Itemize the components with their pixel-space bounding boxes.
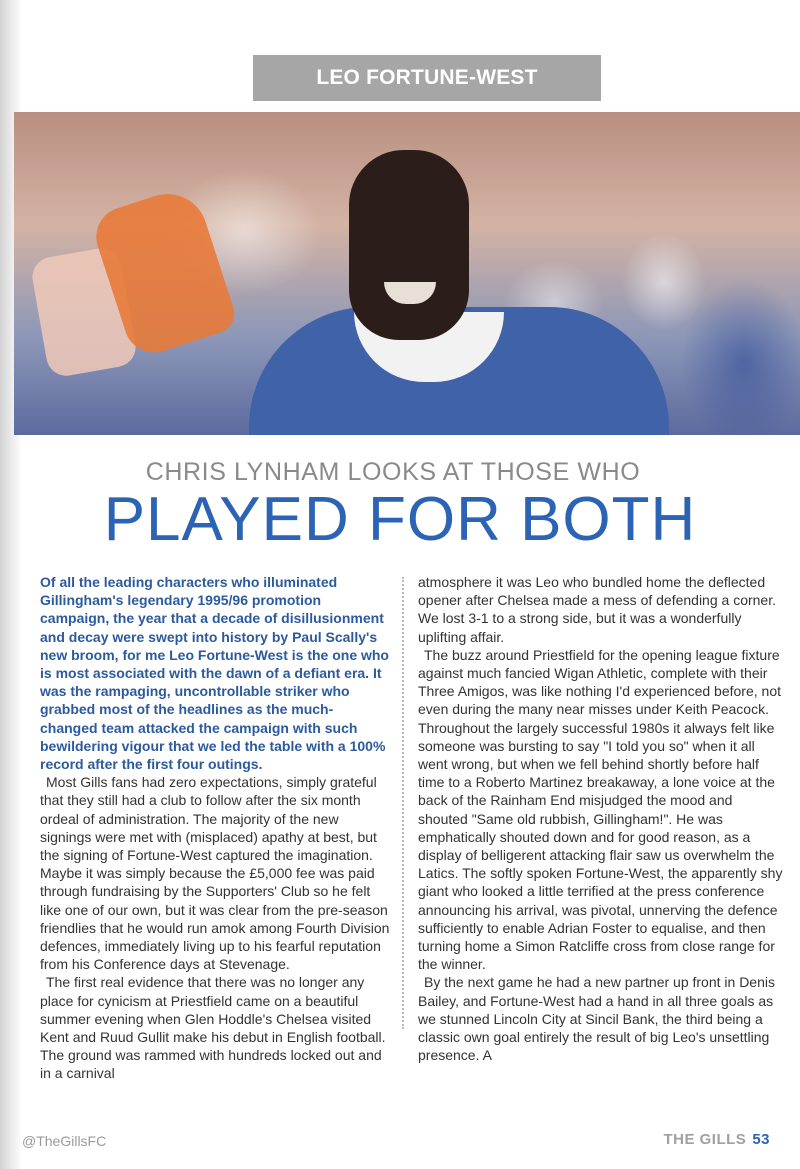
article-headline: PLAYED FOR BOTH <box>103 485 697 554</box>
right-column <box>418 573 784 1064</box>
footer-page-number: 53 <box>752 1131 770 1148</box>
body-paragraph: By the next game he had a new partner up front in Denis Bailey, and Fortune-West had a hand in all three goals as we stunned Lincoln City at Sincil Bank, the third being a classic own goal entirely the result of big Leo's unsettling presence. A <box>418 974 775 1064</box>
footer-magazine-name: THE GILLS <box>663 1131 747 1148</box>
footer-folio <box>663 1131 770 1148</box>
footer-social-handle: @TheGillsFC <box>22 1133 107 1149</box>
left-column <box>40 573 390 1083</box>
player-photo-icon <box>349 150 469 340</box>
body-paragraph: The first real evidence that there was no longer any place for cynicism at Priestfield came on a beautiful summer evening when Glen Hoddle's Chelsea visited Kent and Ruud Gullit make his debut in English football. The ground was rammed with hundreds locked out and in a carnival <box>40 974 386 1082</box>
body-paragraph: The buzz around Priestfield for the opening league fixture against much fancied Wigan Athletic, complete with their Three Amigos, was like nothing I'd experienced before, not even during the many near misses under Keith Peacock. Throughout the largely successful 1980s it always felt like someone was bursting to say "I told you so" when it all went wrong, but when we fell behind shortly before half time to a Roberto Martinez breakaway, a lone voice at the back of the Rainham End misjudged the mood and shouted "Same old rubbish, Gillingham!". He was emphatically shouted down and for good reason, as a display of belligerent attacking flair saw us overwhelm the Latics. The softly spoken Fortune-West, the apparently shy giant who looked a little terrified at the press conference announcing his arrival, was pivotal, unnerving the defence sufficiently to enable Adrian Foster to equalise, and then turning home a Simon Ratcliffe cross from close range for the winner. <box>418 646 783 973</box>
column-divider <box>402 577 404 1029</box>
article-deck: CHRIS LYNHAM LOOKS AT THOSE WHO <box>145 458 641 486</box>
hero-photo <box>14 112 800 435</box>
body-paragraph: Most Gills fans had zero expectations, simply grateful that they still had a club to follow after the six month ordeal of administration. The majority of the new signings were met with (misplaced) apathy at best, but the signing of Fortune-West captured the imagination. Maybe it was simply because the £5,000 fee was paid through fundraising by the Supporters' Club so he felt like one of our own, but it was clear from the pre-season friendlies that he would run amok among Fourth Division defences, immediately living up to his fearful reputation from his Conference days at Stevenage. <box>40 774 390 973</box>
body-paragraph: atmosphere it was Leo who bundled home the deflected opener after Chelsea made a mess of defending a corner. We lost 3-1 to a strong side, but it was a wonderfully uplifting affair. <box>418 574 776 645</box>
section-tab <box>253 55 601 101</box>
intro-paragraph: Of all the leading characters who illuminated Gillingham's legendary 1995/96 promotion campaign, the year that a decade of disillusionment and decay were swept into history by Paul Scally's new broom, for me Leo Fortune-West is the one who is most associated with the dawn of a defiant era. It was the rampaging, uncontrollable striker who grabbed most of the headlines as the much-changed team attacked the campaign with such bewildering vigour that we led the table with a 100% record after the first four outings. <box>40 574 389 773</box>
section-tab-label: LEO FORTUNE-WEST <box>316 66 538 89</box>
